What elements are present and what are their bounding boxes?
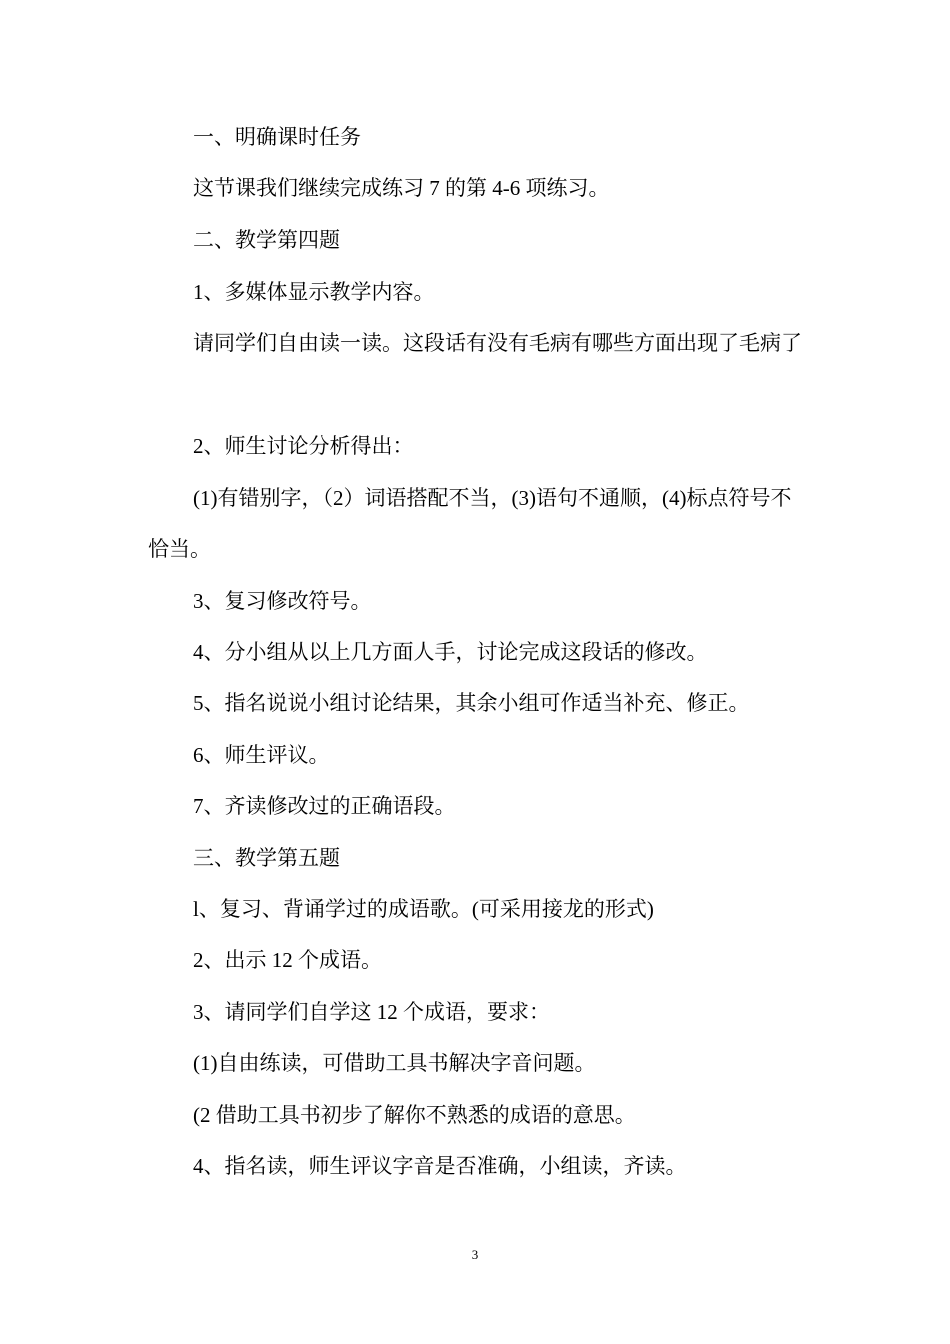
- paragraph: 2、出示 12 个成语。: [193, 948, 382, 972]
- paragraph: (2 借助工具书初步了解你不熟悉的成语的意思。: [193, 1103, 636, 1127]
- paragraph: 4、指名读，师生评议字音是否准确，小组读，齐读。: [193, 1154, 687, 1178]
- paragraph: l、复习、背诵学过的成语歌。(可采用接龙的形式): [193, 897, 654, 921]
- section-heading-1: 一、明确课时任务: [193, 125, 361, 149]
- paragraph: 5、指名说说小组讨论结果，其余小组可作适当补充、修正。: [193, 691, 750, 715]
- section-heading-2: 二、教学第四题: [193, 228, 340, 252]
- paragraph: 3、复习修改符号。: [193, 589, 372, 613]
- paragraph: 请同学们自由读一读。这段话有没有毛病有哪些方面出现了毛病了: [193, 331, 802, 355]
- paragraph: 6、师生评议。: [193, 743, 330, 767]
- paragraph: (1)自由练读，可借助工具书解决字音问题。: [193, 1051, 596, 1075]
- paragraph: 2、师生讨论分析得出：: [193, 434, 414, 458]
- section-heading-3: 三、教学第五题: [193, 846, 340, 870]
- page-number: 3: [471, 1247, 479, 1262]
- paragraph: 3、请同学们自学这 12 个成语，要求：: [193, 1000, 550, 1024]
- paragraph: (1)有错别字，（2）词语搭配不当，(3)语句不通顺，(4)标点符号不恰当。: [148, 486, 792, 561]
- paragraph: 7、齐读修改过的正确语段。: [193, 794, 456, 818]
- paragraph: 1、多媒体显示教学内容。: [193, 280, 435, 304]
- paragraph: 4、分小组从以上几方面人手，讨论完成这段话的修改。: [193, 640, 708, 664]
- paragraph: 这节课我们继续完成练习 7 的第 4-6 项练习。: [193, 176, 610, 200]
